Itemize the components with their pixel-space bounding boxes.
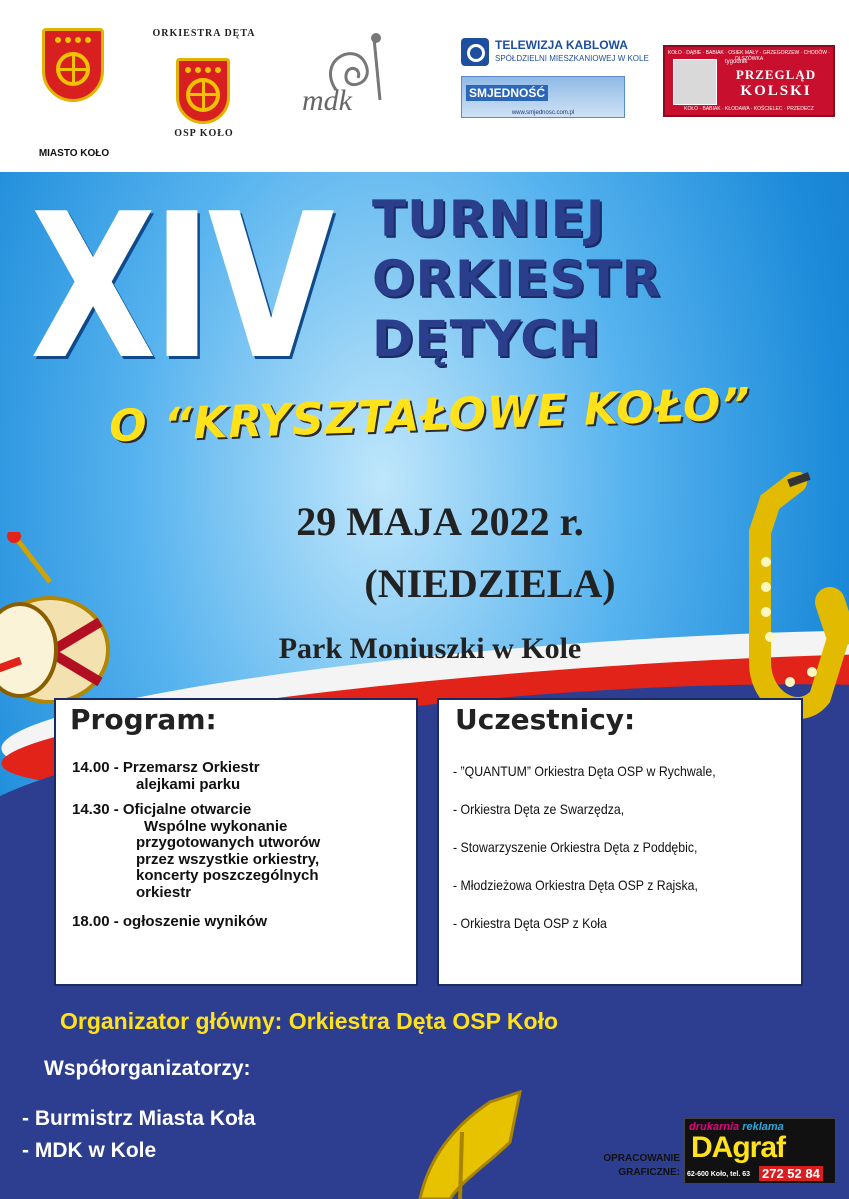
przeglad-top-strip: KOŁO · DĄBIE · BABIAK · OSIEK MAŁY · GRZEGORZEW · CHODÓW · OLSZÓWKA	[667, 50, 831, 62]
program-item	[72, 802, 320, 901]
dagraf-logo	[684, 1118, 836, 1184]
main-organizer: Organizator główny: Orkiestra Dęta OSP Koło	[60, 1008, 559, 1034]
telewizja-kablowa-logo	[461, 38, 649, 72]
program-line: 14.00 - Przemarsz Orkiestr	[72, 759, 260, 776]
participant-item: - Orkiestra Dęta ze Swarzędza,	[453, 801, 625, 817]
program-line: przez wszystkie orkiestry,	[136, 850, 320, 868]
program-box	[54, 698, 418, 986]
coorganizers-label: Współorganizatorzy:	[44, 1057, 251, 1080]
przeglad-title-line2: KOLSKI	[740, 83, 812, 99]
program-line: alejkami parku	[136, 775, 241, 793]
event-day: (NIEDZIELA)	[364, 561, 616, 606]
participants-title: Uczestnicy:	[455, 703, 636, 736]
orkiestra-logo-top-text: ORKIESTRA DĘTA	[152, 28, 256, 39]
przeglad-bottom-strip: KOŁO · BABIAK · KŁODAWA · KOŚCIELEC · PRZEDECZ	[684, 106, 814, 112]
participant-item: - ”QUANTUM” Orkiestra Dęta OSP w Rychwale,	[453, 763, 716, 779]
mdk-logo-text: mdk	[302, 84, 352, 117]
title-line-3: DĘTYCH	[372, 310, 601, 368]
program-line: przygotowanych utworów	[136, 834, 321, 851]
program-line: 14.30 - Oficjalne otwarcie	[72, 801, 252, 818]
smjednosc-url: www.smjednosc.com.pl	[511, 110, 575, 116]
orkiestra-crest-icon	[176, 58, 230, 124]
program-title: Program:	[70, 703, 217, 736]
title-line-1: TURNIEJ	[372, 190, 606, 248]
przeglad-title-line1: PRZEGLĄD	[735, 67, 817, 82]
logo-header	[0, 0, 849, 172]
edition-roman-numeral: XIV	[30, 172, 330, 404]
coorganizer-item: - Burmistrz Miasta Koła	[22, 1107, 256, 1130]
dagraf-phone: 272 52 84	[759, 1166, 823, 1181]
participant-item: - Młodzieżowa Orkiestra Dęta OSP z Rajska,	[453, 877, 698, 893]
event-venue: Park Moniuszki w Kole	[278, 632, 582, 665]
smjednosc-logo	[461, 76, 625, 118]
tv-mark-icon	[461, 38, 489, 66]
credit-line: OPRACOWANIE	[603, 1153, 680, 1164]
miasto-caption: MIASTO KOŁO	[38, 148, 110, 159]
mdk-music-icon	[296, 30, 416, 130]
church-photo-icon	[673, 59, 717, 105]
miasto-kolo-logo	[24, 28, 124, 164]
program-line: koncerty poszczególnych	[136, 867, 319, 884]
mdk-logo	[296, 30, 416, 130]
dagraf-tagline: drukarnia reklama	[689, 1121, 784, 1133]
przeglad-kolski-logo	[663, 45, 835, 117]
participants-box	[437, 698, 803, 986]
event-date: 29 MAJA 2022 r.	[296, 499, 584, 544]
design-credit-label	[560, 1152, 680, 1179]
orkiestra-logo-bottom-text: OSP KOŁO	[174, 128, 234, 139]
przeglad-tygodnik: tygodnik	[725, 59, 748, 65]
participant-item: - Stowarzyszenie Orkiestra Dęta z Poddębic,	[453, 839, 698, 855]
wheel-icon	[186, 78, 220, 112]
dagraf-name: DAgraf	[691, 1131, 786, 1164]
credit-line: GRAFICZNE:	[618, 1166, 680, 1178]
dagraf-address: 62-600 Koło, tel. 63	[687, 1171, 751, 1178]
poster-main	[0, 172, 849, 1199]
participant-item: - Orkiestra Dęta OSP z Koła	[453, 915, 607, 931]
title-line-2: ORKIESTR	[372, 250, 662, 308]
trumpet-bell-icon	[400, 1082, 540, 1199]
poster-subtitle: O “KRYSZTAŁOWE KOŁO”	[108, 378, 752, 453]
program-line: 18.00 - ogłoszenie wyników	[72, 913, 268, 930]
smjednosc-title: SMJEDNOŚĆ	[466, 85, 548, 101]
program-item	[72, 914, 267, 931]
program-item	[72, 760, 260, 793]
wheel-icon	[56, 52, 90, 86]
drum-icon	[0, 532, 130, 712]
telewizja-title: TELEWIZJA KABLOWA	[495, 38, 628, 52]
orkiestra-osp-logo	[148, 24, 260, 152]
city-crest-icon	[42, 28, 104, 102]
coorganizer-item: - MDK w Kole	[22, 1139, 157, 1162]
telewizja-subtitle: SPÓŁDZIELNI MIESZKANIOWEJ W KOLE	[495, 54, 649, 63]
program-line: Wspólne wykonanie	[144, 817, 288, 835]
program-line: orkiestr	[136, 883, 192, 901]
